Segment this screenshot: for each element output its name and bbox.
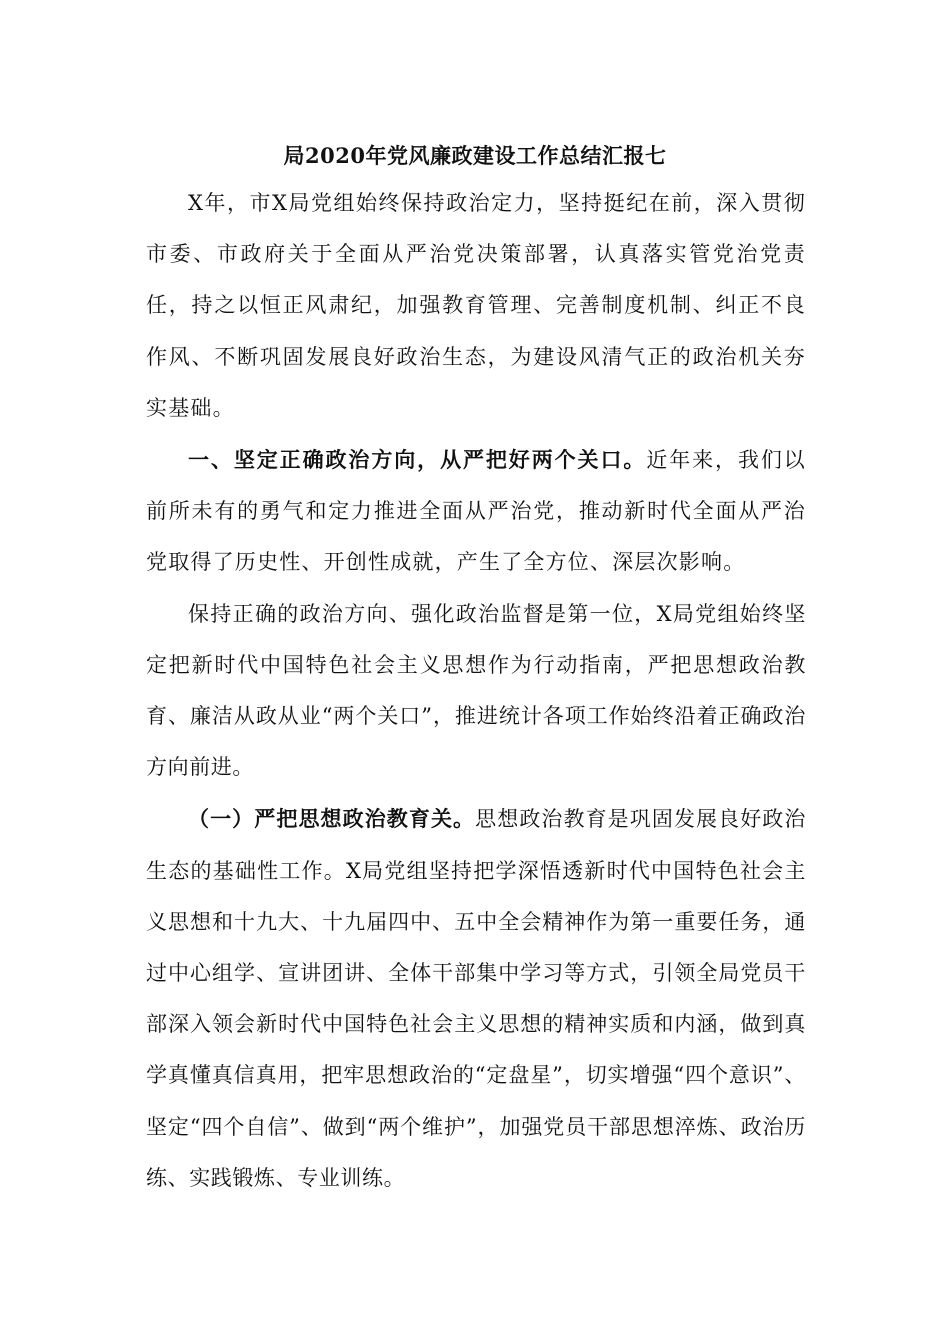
paragraph-political-direction: [146, 589, 806, 794]
document-title: 局2020年党风廉政建设工作总结汇报七: [283, 143, 667, 168]
document-body: [146, 178, 806, 1204]
paragraph-text: 近年来，我们以前所未有的勇气和定力推进全面从严治党，推动新时代全面从严治党取得了历史性、开创性成就，产生了全方位、深层次影响。: [146, 448, 807, 575]
paragraph-subsection-one: [146, 793, 806, 1204]
section-heading: 一、坚定正确政治方向，从严把好两个关口。: [188, 447, 647, 473]
subsection-heading: （一）严把思想政治教育关。: [188, 806, 476, 832]
paragraph-text: 思想政治教育是巩固发展良好政治生态的基础性工作。X局党组坚持把学深悟透新时代中国特色社会主义思想和十九大、十九届四中、五中全会精神作为第一重要任务，通过中心组学、宣讲团讲、全体干部集中学习等方式，引领全局党员干部深入领会新时代中国特色社会主义思想的精神实质和内涵，做到真学真懂真信真用，把牢思想政治的“定盘星”，切实增强“四个意识”、坚定“四个自信”、做到“两个维护”，加强党员干部思想淬炼、政治历练、实践锻炼、专业训练。: [146, 807, 806, 1190]
paragraph-text: X年，市X局党组始终保持政治定力，坚持挺纪在前，深入贯彻市委、市政府关于全面从严治党决策部署，认真落实管党治党责任，持之以恒正风肃纪，加强教育管理、完善制度机制、纠正不良作风、不断巩固发展良好政治生态，为建设风清气正的政治机关夯实基础。: [146, 191, 806, 420]
paragraph-section-one: [146, 434, 806, 589]
paragraph-intro: [146, 178, 806, 434]
paragraph-text: 保持正确的政治方向、强化政治监督是第一位，X局党组始终坚定把新时代中国特色社会主义思想作为行动指南，严把思想政治教育、廉洁从政从业“两个关口”，推进统计各项工作始终沿着正确政治方向前进。: [146, 601, 806, 780]
